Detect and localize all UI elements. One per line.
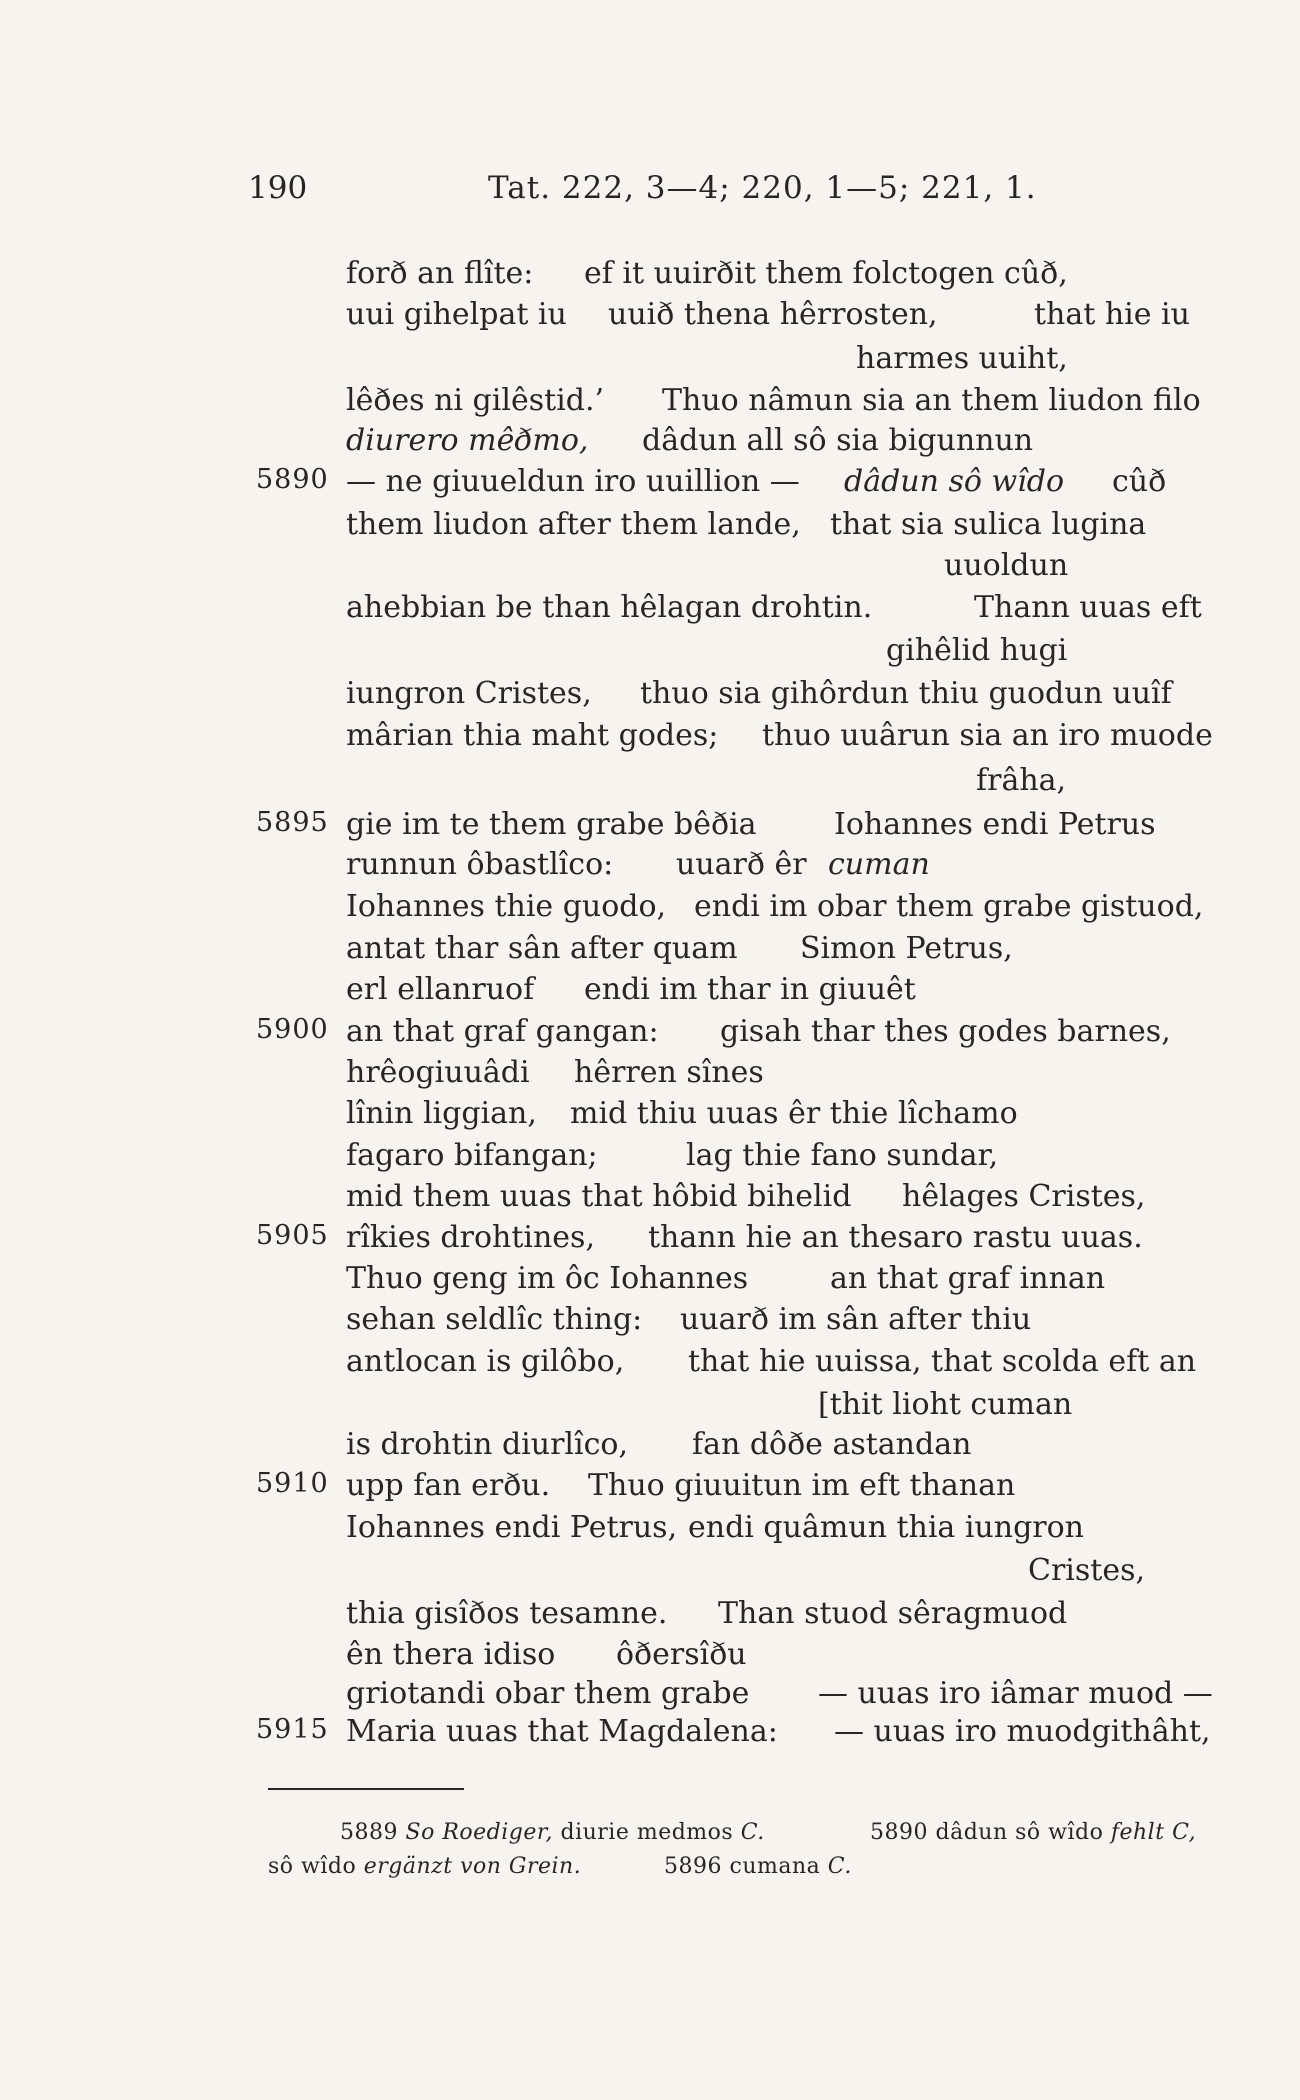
half-line-b: that hie uuissa, that scolda eft an xyxy=(688,1344,1197,1379)
half-line-b: ôðersîðu xyxy=(616,1637,747,1672)
verse-line xyxy=(346,1637,1246,1677)
footnote-5889: 5889 So Roediger, diurie medmos C. xyxy=(340,1820,765,1845)
half-line-b: hêrren sînes xyxy=(574,1055,764,1090)
line-number: 5905 xyxy=(256,1220,329,1251)
verse-line xyxy=(346,1427,1246,1467)
half-line-b: Than stuod sêragmuod xyxy=(718,1596,1068,1631)
verse-line xyxy=(346,464,1246,504)
verse-line xyxy=(346,1676,1246,1716)
verse-continuation: uuoldun xyxy=(944,548,1069,583)
half-line-a: mid them uuas that hôbid bihelid xyxy=(346,1179,852,1214)
half-line-a: antat thar sân after quam xyxy=(346,931,738,966)
verse-line xyxy=(346,383,1246,423)
verse-line xyxy=(346,1055,1246,1095)
half-line-c: cuman xyxy=(828,847,930,882)
line-number: 5910 xyxy=(256,1468,329,1499)
half-line-a: sehan seldlîc thing: xyxy=(346,1302,643,1337)
verse-line xyxy=(346,676,1246,716)
half-line-b: thuo sia gihôrdun thiu guodun uuîf xyxy=(640,676,1172,711)
half-line-b: that sia sulica lugina xyxy=(830,507,1147,542)
footnote-line xyxy=(268,1854,1238,1888)
half-line-a: thia gisîðos tesamne. xyxy=(346,1596,668,1631)
half-line-b: endi quâmun thia iungron xyxy=(688,1510,1085,1545)
half-line-b: hêlages Cristes, xyxy=(902,1179,1146,1214)
half-line-b: Iohannes endi Petrus xyxy=(834,807,1156,842)
half-line-b: thann hie an thesaro rastu uuas. xyxy=(648,1220,1143,1255)
half-line-a: iungron Cristes, xyxy=(346,676,592,711)
half-line-a: them liudon after them lande, xyxy=(346,507,801,542)
half-line-a: antlocan is gilôbo, xyxy=(346,1344,625,1379)
verse-line xyxy=(346,590,1246,630)
verse-line xyxy=(346,807,1246,847)
verse-line xyxy=(346,1261,1246,1301)
verse-line xyxy=(346,423,1246,463)
half-line-b: Simon Petrus, xyxy=(800,931,1013,966)
verse-line xyxy=(346,931,1246,971)
half-line-a: griotandi obar them grabe xyxy=(346,1676,750,1711)
half-line-b: gisah thar thes godes barnes, xyxy=(720,1014,1171,1049)
half-line-b: fan dôðe astandan xyxy=(692,1427,972,1462)
half-line-b: mid thiu uuas êr thie lîchamo xyxy=(570,1096,1018,1131)
half-line-b: an that graf innan xyxy=(830,1261,1106,1296)
verse-line xyxy=(346,889,1246,929)
verse-line xyxy=(346,1096,1246,1136)
half-line-a: rîkies drohtines, xyxy=(346,1220,595,1255)
half-line-a: erl ellanruof xyxy=(346,972,535,1007)
line-number: 5915 xyxy=(256,1714,329,1745)
half-line-b: endi im obar them grabe gistuod, xyxy=(694,889,1204,924)
half-line-a: diurero mêðmo, xyxy=(346,423,589,458)
half-line-a: uui gihelpat iu xyxy=(346,297,567,332)
line-number: 5895 xyxy=(256,807,329,838)
half-line-a: Iohannes thie guodo, xyxy=(346,889,667,924)
half-line-b: Thuo giuuitun im eft thanan xyxy=(588,1468,1016,1503)
half-line-c: that hie iu xyxy=(1034,297,1190,332)
half-line-a: Thuo geng im ôc Iohannes xyxy=(346,1261,749,1296)
half-line-b: uuarð im sân after thiu xyxy=(680,1302,1032,1337)
half-line-a: lînin liggian, xyxy=(346,1096,537,1131)
verse-continuation: harmes uuiht, xyxy=(856,341,1068,376)
half-line-b: — uuas iro iâmar muod — xyxy=(818,1676,1213,1711)
running-head: Tat. 222, 3—4; 220, 1—5; 221, 1. xyxy=(488,170,1037,206)
half-line-a: ahebbian be than hêlagan drohtin. xyxy=(346,590,873,625)
verse-line xyxy=(346,1014,1246,1054)
half-line-b: ef it uuirðit them folctogen cûð, xyxy=(584,256,1068,291)
verse-line xyxy=(346,507,1246,547)
half-line-a: hrêogiuuâdi xyxy=(346,1055,530,1090)
half-line-a: lêðes ni gilêstid.’ xyxy=(346,383,605,418)
half-line-b: dâdun sô wîdo xyxy=(844,464,1065,499)
verse-continuation: frâha, xyxy=(976,763,1067,798)
footnote-line xyxy=(268,1820,1238,1854)
footnote-rule xyxy=(268,1788,464,1790)
verse-continuation: [thit lioht cuman xyxy=(818,1387,1073,1422)
half-line-b: — uuas iro muodgithâht, xyxy=(834,1714,1211,1749)
half-line-b: uuið thena hêrrosten, xyxy=(608,297,938,332)
half-line-a: an that graf gangan: xyxy=(346,1014,659,1049)
half-line-b: thuo uuârun sia an iro muode xyxy=(762,718,1213,753)
verse-continuation: Cristes, xyxy=(1028,1553,1146,1588)
half-line-b: dâdun all sô sia bigunnun xyxy=(642,423,1034,458)
footnote-5890: 5890 dâdun sô wîdo fehlt C, xyxy=(870,1820,1197,1845)
verse-line xyxy=(346,847,1246,887)
half-line-a: ên thera idiso xyxy=(346,1637,556,1672)
half-line-a: is drohtin diurlîco, xyxy=(346,1427,629,1462)
half-line-a: runnun ôbastlîco: xyxy=(346,847,614,882)
verse-line xyxy=(346,1138,1246,1178)
half-line-a: Maria uuas that Magdalena: xyxy=(346,1714,778,1749)
verse-line xyxy=(346,1468,1246,1508)
footnote-5890-cont: sô wîdo ergänzt von Grein. xyxy=(268,1854,582,1879)
half-line-c: cûð xyxy=(1112,464,1167,499)
half-line-b: uuarð êr xyxy=(676,847,807,882)
half-line-a: gie im te them grabe bêðia xyxy=(346,807,757,842)
line-number: 5900 xyxy=(256,1014,329,1045)
half-line-a: mârian thia maht godes; xyxy=(346,718,719,753)
verse-line xyxy=(346,1596,1246,1636)
page-number: 190 xyxy=(248,170,308,206)
verse-line xyxy=(346,1344,1246,1384)
half-line-b: Thann uuas eft xyxy=(974,590,1202,625)
footnote-5896: 5896 cumana C. xyxy=(664,1854,852,1879)
verse-line xyxy=(346,1510,1246,1550)
half-line-a: fagaro bifangan; xyxy=(346,1138,598,1173)
verse-line xyxy=(346,718,1246,758)
verse-continuation: gihêlid hugi xyxy=(886,633,1068,668)
half-line-a: upp fan erðu. xyxy=(346,1468,551,1503)
half-line-a: — ne giuueldun iro uuillion — xyxy=(346,464,800,499)
verse-line xyxy=(346,1302,1246,1342)
page-header xyxy=(248,170,1148,220)
verse-line xyxy=(346,1179,1246,1219)
half-line-b: Thuo nâmun sia an them liudon filo xyxy=(662,383,1201,418)
verse-line xyxy=(346,1714,1246,1754)
line-number: 5890 xyxy=(256,464,329,495)
verse-line xyxy=(346,972,1246,1012)
half-line-b: lag thie fano sundar, xyxy=(686,1138,999,1173)
verse-line xyxy=(346,297,1246,337)
verse-line xyxy=(346,1220,1246,1260)
half-line-b: endi im thar in giuuêt xyxy=(584,972,916,1007)
verse-line xyxy=(346,256,1246,296)
half-line-a: forð an flîte: xyxy=(346,256,534,291)
half-line-a: Iohannes endi Petrus, xyxy=(346,1510,678,1545)
